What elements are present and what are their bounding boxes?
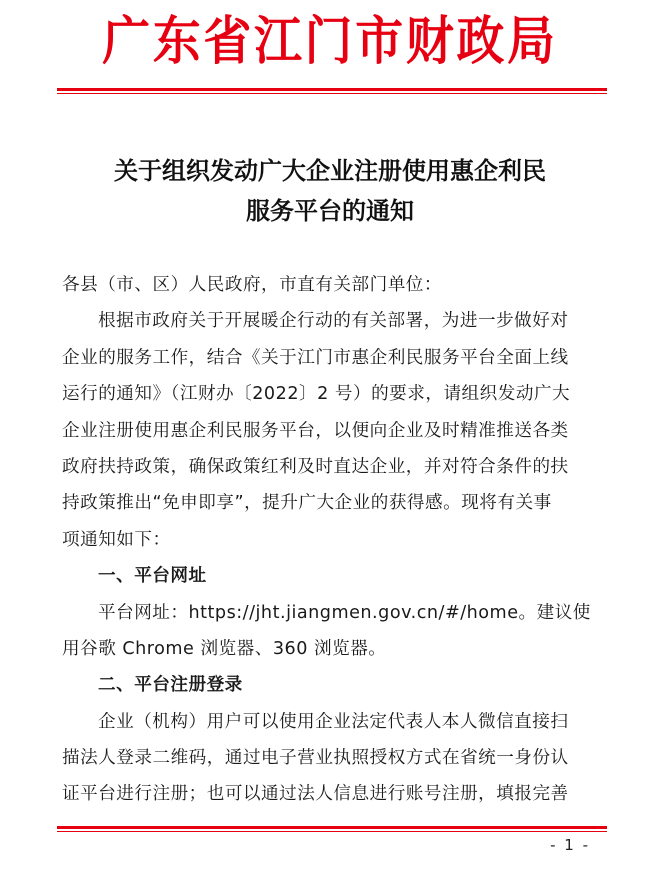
section-2-heading: 二、平台注册登录 [98, 675, 243, 696]
document-title-line-2: 服务平台的通知 [246, 196, 414, 225]
document-title-line-1: 关于组织发动广大企业注册使用惠企利民 [114, 156, 546, 185]
letterhead-rule-thick [57, 88, 607, 91]
section-1-line-1: 平台网址：https://jht.jiangmen.gov.cn/#/home。建议使 [98, 602, 591, 623]
intro-line-5: 政府扶持政策，确保政策红利及时直达企业，并对符合条件的扶 [62, 456, 569, 477]
document-body [62, 267, 602, 813]
footer-rule-thick [57, 826, 607, 829]
section-1-heading: 一、平台网址 [98, 566, 207, 587]
intro-line-1: 根据市政府关于开展暖企行动的有关部署，为进一步做好对 [98, 311, 569, 332]
letterhead-rule-thin [57, 93, 607, 94]
intro-line-2: 企业的服务工作，结合《关于江门市惠企利民服务平台全面上线 [62, 347, 569, 368]
document-title [0, 151, 660, 231]
section-2-line-2: 描法人登录二维码，通过电子营业执照授权方式在省统一身份认 [62, 748, 569, 769]
section-2-line-1: 企业（机构）用户可以使用企业法定代表人本人微信直接扫 [98, 711, 569, 732]
page-number: - 1 - [550, 836, 590, 854]
intro-line-7: 项通知如下： [62, 529, 171, 550]
letterhead-title: 广东省江门市财政局 [102, 11, 558, 72]
salutation: 各县（市、区）人民政府，市直有关部门单位： [62, 275, 442, 295]
intro-line-4: 企业注册使用惠企利民服务平台，以便向企业及时精准推送各类 [62, 420, 569, 441]
section-2-line-3: 证平台进行注册；也可以通过法人信息进行账号注册，填报完善 [62, 784, 569, 805]
footer-rule-thin [57, 831, 607, 832]
section-1-line-2: 用谷歌 Chrome 浏览器、360 浏览器。 [62, 638, 387, 659]
intro-line-3: 运行的通知》（江财办〔2022〕2 号）的要求，请组织发动广大 [62, 384, 571, 405]
intro-line-6: 持政策推出“免申即享”，提升广大企业的获得感。现将有关事 [62, 493, 552, 514]
